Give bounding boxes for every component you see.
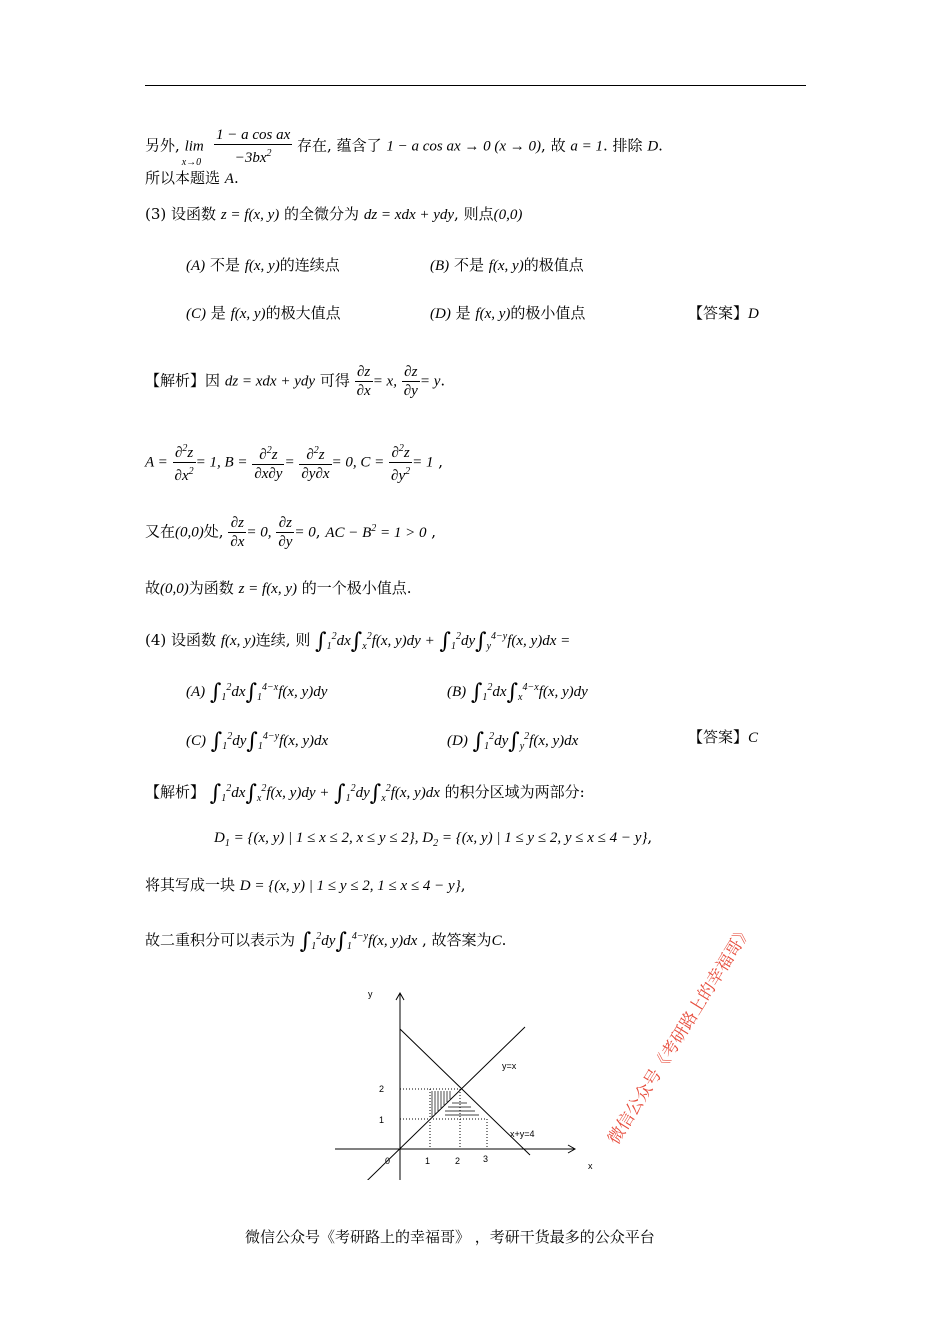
header-rule <box>145 85 806 86</box>
q4-answer: 【答案】C <box>688 728 759 746</box>
question-3: (3) 设函数 z = f(x, y) 的全微分为 dz = xdx + ydy, 则点(0,0) <box>145 205 523 223</box>
q4-analysis-1: 【解析】 $\int_1^2dx\int_x^2f(x$, $y)dy + \int_1^2dy\int_x^2f(x$, y)dx 的积分区域为两部分: <box>145 781 585 806</box>
line-limit: 另外, $\lim_{x\to 0}$ $\frac{\text{1 − a cos ax}}{-3bx^2}$ 存在, 蕴含了 1 − a cos ax → 0 (x → 0), 故 a = 1. 排除 D. <box>145 127 663 168</box>
line-y-eq-x <box>340 1027 525 1180</box>
question-4: (4) 设函数 f(x, y)连续, 则 $\int_1^2dx\int_x^2f(x$, $y)dy + \int_1^2dy\int_y^{4-y}f(x$, y)dx = <box>145 629 571 654</box>
tick-y-1: 1 <box>379 1115 385 1125</box>
tick-y-2: 2 <box>379 1084 385 1094</box>
q3-option-c: (C) 是 f(x, y)的极大值点 <box>186 304 341 322</box>
q3-analysis-2: A = $\frac{\partial^2z}{\partial x^2}$ = 1, B = $\frac{\partial^2z}{\partial x\partial y}$ = $\frac{\partial^2z}{\partial y\partial x}$ = 0, C = $\frac{\partial^2z}{\partial y^2}$ = 1 , <box>145 440 443 485</box>
q4-option-c: (C) $\int_1^2dy\int_1^{4-y}f(x$, y)dx <box>186 729 329 754</box>
q3-analysis-1: 【解析】因 dz = xdx + ydy 可得 $\frac{\partial z}{\partial x}$ = x, $\frac{\partial z}{\partial y}$ = y. <box>145 364 446 399</box>
label-x-plus-y-eq-4: x+y=4 <box>510 1129 535 1139</box>
q4-final: 故二重积分可以表示为 $\int_1^2dy\int_1^{4-y}f(x$, y)dx , 故答案为C. <box>145 929 507 954</box>
tick-x-0: 0 <box>385 1156 391 1166</box>
watermark: 微信公众号《考研路上的幸福哥》 <box>604 921 757 1149</box>
q3-option-a: (A) 不是 f(x, y)的连续点 <box>186 256 340 274</box>
line-choose-A: 所以本题选 A. <box>145 169 239 187</box>
region-graph <box>330 985 620 1180</box>
tick-x-3: 3 <box>483 1154 489 1164</box>
q4-combine: 将其写成一块 D = {(x, y) | 1 ≤ y ≤ 2, 1 ≤ x ≤ 4 − y}, <box>145 876 466 894</box>
x-label: x <box>588 1161 593 1171</box>
q4-option-a: (A) $\int_1^2dx\int_1^{4-x}f(x$, y)dy <box>186 680 328 705</box>
q3-answer: 【答案】D <box>688 304 759 322</box>
q3-option-b: (B) 不是 f(x, y)的极值点 <box>430 256 584 274</box>
label-y-eq-x: y=x <box>502 1061 517 1071</box>
q3-analysis-3: 又在(0,0)处, $\frac{\partial z}{\partial x}$ = 0, $\frac{\partial z}{\partial y}$ = 0, AC − $B^2 = 1 > 0$ , <box>145 515 437 550</box>
tick-x-2: 2 <box>455 1156 461 1166</box>
q4-regions: $D_1 = \{(x$, y) | 1 ≤ x ≤ 2, x ≤ y ≤ 2}, $D_2 = \{(x$, y) | 1 ≤ y ≤ 2, y ≤ x ≤ 4 − y}, <box>214 828 653 849</box>
footer-text: 微信公众号《考研路上的幸福哥》 ，考研干货最多的公众平台 <box>245 1228 655 1246</box>
tick-x-1: 1 <box>425 1156 431 1166</box>
q3-conclusion: 故(0,0)为函数 z = f(x, y) 的一个极小值点. <box>145 579 412 597</box>
q3-option-d: (D) 是 f(x, y)的极小值点 <box>430 304 586 322</box>
y-label: y <box>368 989 373 999</box>
q4-option-d: (D) $\int_1^2dy\int_y^2f(x$, y)dx <box>447 729 579 754</box>
q4-option-b: (B) $\int_1^2dx\int_x^{4-x}f(x$, y)dy <box>447 680 588 705</box>
